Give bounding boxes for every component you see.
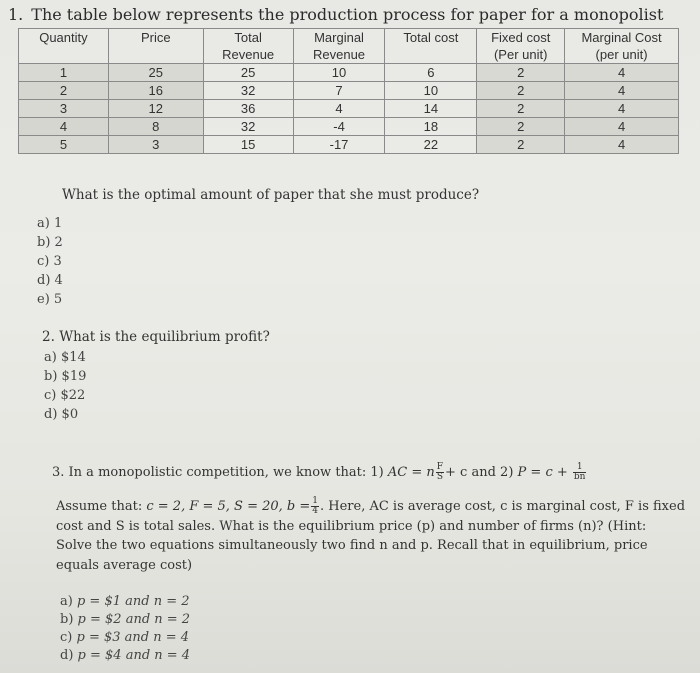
cell: 36 [203, 100, 293, 118]
table-row [19, 118, 679, 136]
header-marginal-revenue: Marginal Revenue [293, 29, 385, 64]
table-header-row [19, 29, 679, 64]
cell: 2 [19, 82, 109, 100]
q1-title [8, 5, 663, 24]
q2-number: 2. [42, 329, 55, 345]
q2-option-d[interactable]: d) $0 [44, 407, 79, 422]
header-total-cost: Total cost [385, 29, 477, 64]
cell: 22 [385, 136, 477, 154]
cell: -4 [293, 118, 385, 136]
q3-option-b[interactable]: b) p = $2 and n = 2 [60, 612, 191, 627]
production-table [18, 28, 679, 154]
cell: 2 [477, 136, 565, 154]
fraction-f-over-s: $\frac{F}{S}$ [436, 462, 444, 482]
cell: 32 [203, 118, 293, 136]
header-price: Price [108, 29, 203, 64]
header-quantity: Quantity [19, 29, 109, 64]
cell: 2 [477, 118, 565, 136]
q1-option-c[interactable]: c) 3 [37, 254, 62, 269]
cell: 6 [385, 64, 477, 82]
cell: 4 [565, 118, 679, 136]
header-marginal-cost: Marginal Cost (per unit) [565, 29, 679, 64]
table-row [19, 100, 679, 118]
cell: 25 [203, 64, 293, 82]
q1-option-d[interactable]: d) 4 [37, 273, 63, 288]
cell: 15 [203, 136, 293, 154]
q3-option-c[interactable]: c) p = $3 and n = 4 [60, 630, 190, 645]
q1-option-b[interactable]: b) 2 [37, 235, 63, 250]
q1-number: 1. [8, 5, 24, 24]
cell: 3 [19, 100, 109, 118]
cell: 7 [293, 82, 385, 100]
table-row [19, 136, 679, 154]
cell: 4 [565, 82, 679, 100]
cell: 12 [108, 100, 203, 118]
table-row [19, 64, 679, 82]
q2-option-c[interactable]: c) $22 [44, 388, 86, 403]
q3-intro: 3. In a monopolistic competition, we know that: 1) AC = n $\frac{F}{S}$ + c and 2) P = c + $\frac{1}{bn}$ [52, 462, 586, 482]
cell: 10 [385, 82, 477, 100]
q1-question: What is the optimal amount of paper that she must produce? [62, 187, 480, 203]
q2-question [42, 329, 270, 345]
cell: 4 [565, 64, 679, 82]
q3-body: Assume that: c = 2, F = 5, S = 20, b = $\frac{1}{4}$ . Here, AC is average cost, c is marginal cost, F is fixed cost and S is total sales. What is the equilibrium price (p) and number of firms (n)? (Hint: Solve the two equations simultaneously two find n and p. Recall that in equilibrium, price equals average cost) [56, 496, 686, 573]
cell: 14 [385, 100, 477, 118]
cell: 2 [477, 64, 565, 82]
cell: 16 [108, 82, 203, 100]
table-row [19, 82, 679, 100]
cell: 4 [19, 118, 109, 136]
cell: 32 [203, 82, 293, 100]
q2-option-a[interactable]: a) $14 [44, 350, 86, 365]
cell: 18 [385, 118, 477, 136]
cell: 1 [19, 64, 109, 82]
cell: 10 [293, 64, 385, 82]
cell: 4 [293, 100, 385, 118]
q1-option-e[interactable]: e) 5 [37, 292, 63, 307]
q1-option-a[interactable]: a) 1 [37, 216, 63, 231]
q2-question-text: What is the equilibrium profit? [59, 329, 270, 345]
header-total-revenue: Total Revenue [203, 29, 293, 64]
header-fixed-cost: Fixed cost (Per unit) [477, 29, 565, 64]
q3-option-a[interactable]: a) p = $1 and n = 2 [60, 594, 190, 609]
cell: 4 [565, 100, 679, 118]
cell: -17 [293, 136, 385, 154]
cell: 8 [108, 118, 203, 136]
cell: 4 [565, 136, 679, 154]
fraction-1-over-bn: $\frac{1}{bn}$ [573, 462, 586, 482]
q3-option-d[interactable]: d) p = $4 and n = 4 [60, 648, 191, 663]
q1-title-text: The table below represents the production process for paper for a monopolist [31, 5, 664, 24]
cell: 25 [108, 64, 203, 82]
q2-option-b[interactable]: b) $19 [44, 369, 87, 384]
cell: 2 [477, 100, 565, 118]
fraction-b: $\frac{1}{4}$ [312, 496, 318, 516]
cell: 5 [19, 136, 109, 154]
cell: 3 [108, 136, 203, 154]
cell: 2 [477, 82, 565, 100]
